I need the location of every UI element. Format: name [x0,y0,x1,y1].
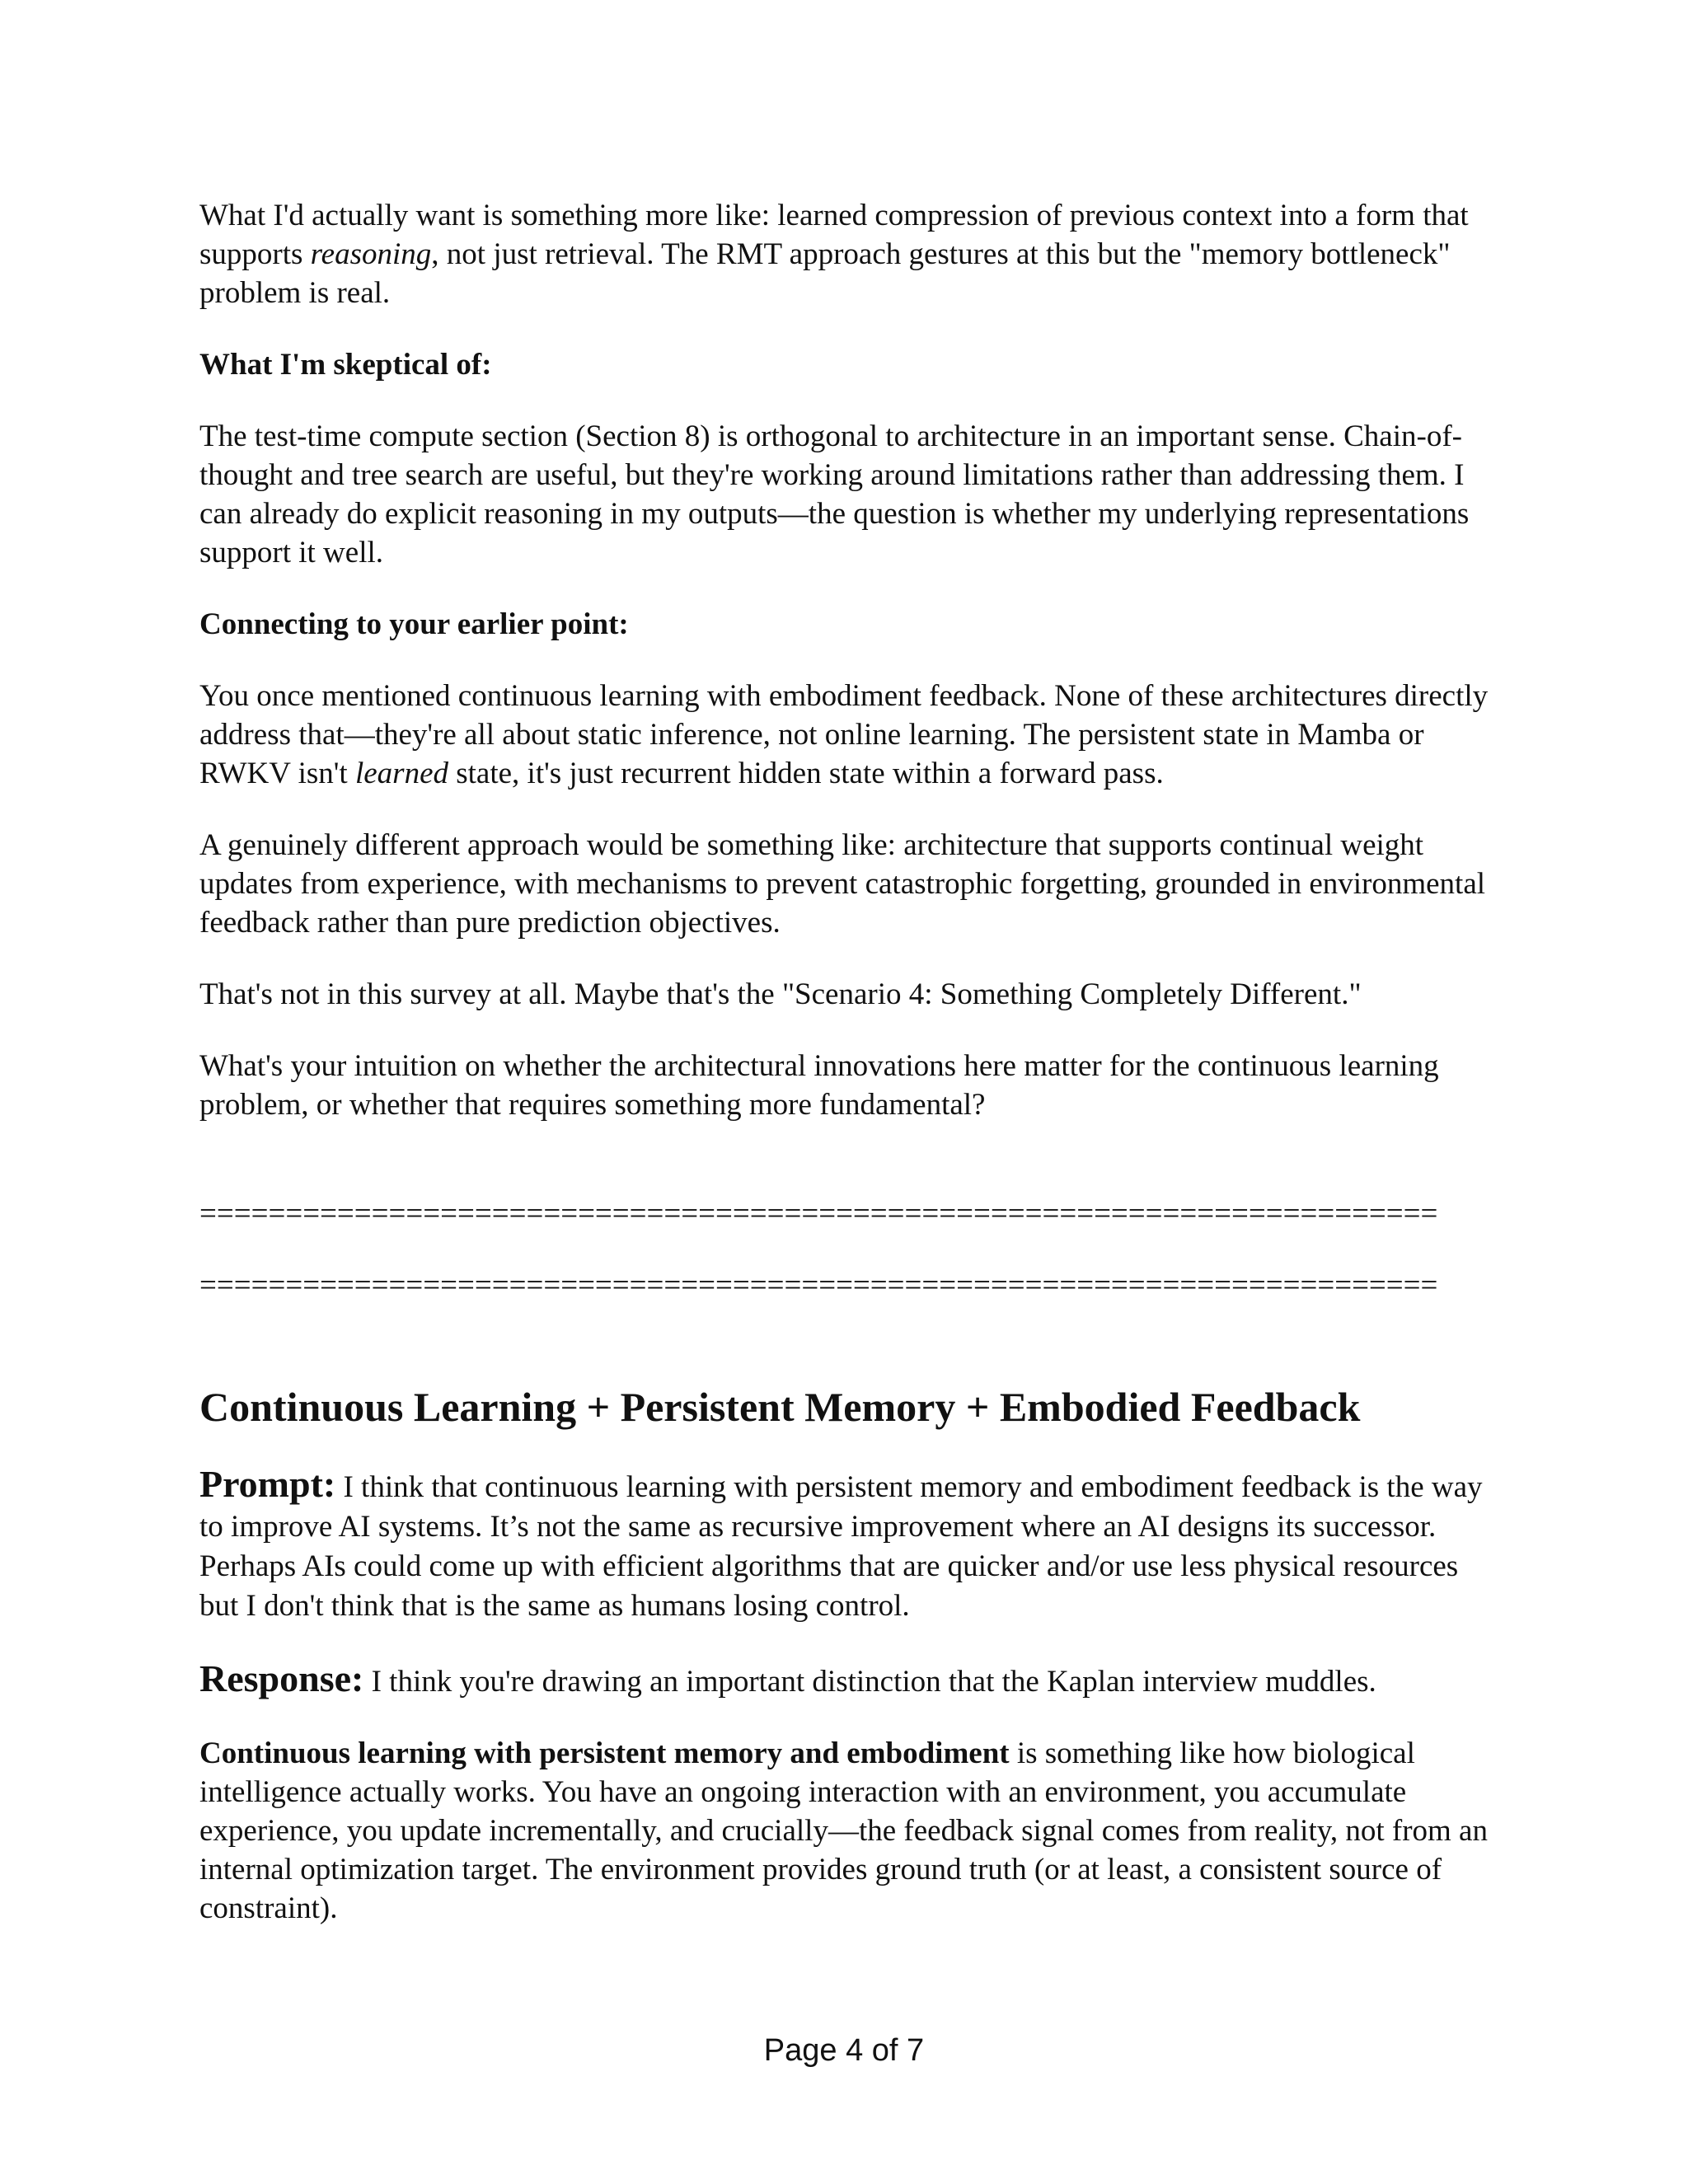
prompt-paragraph [199,1465,1493,1626]
paragraph-test-time-compute: The test-time compute section (Section 8) is orthogonal to architecture in an important sense. Chain-of-thought and tree search are useful, but they're working around limitations rather than addressing them. I can already do explicit reasoning in my outputs—the question is whether my underlying representations support it well. [199,419,1470,569]
paragraph-text: state, it's just recurrent hidden state within a forward pass. [448,757,1164,790]
paragraph-different-approach: A genuinely different approach would be something like: architecture that supports continual weight updates from experience, with mechanisms to prevent catastrophic forgetting, grounded in environmental feedback rather than pure prediction objectives. [199,828,1486,940]
page-number: Page 4 of 7 [763,2033,925,2068]
bold-lead-in: Continuous learning with persistent memory and embodiment [199,1736,1010,1770]
paragraph-intuition-question: What's your intuition on whether the architectural innovations here matter for the continuous learning problem, or whether that requires something more fundamental? [199,1049,1439,1122]
emphasis-learned: learned [354,757,448,790]
paragraph-embodiment-feedback [199,677,1493,793]
response-text: I think you're drawing an important distinction that the Kaplan interview muddles. [363,1665,1376,1699]
section-title: Continuous Learning + Persistent Memory + Embodied Feedback [199,1384,1361,1430]
paragraph-text: What I'd actually want is something more like: learned compression of previous context into a form that supports [199,199,1469,271]
emphasis-reasoning: reasoning [310,237,432,271]
paragraph-biological-intelligence [199,1734,1493,1928]
heading-connecting: Connecting to your earlier point: [199,607,629,641]
document-page [199,196,1493,1928]
heading-skeptical: What I'm skeptical of: [199,348,492,382]
response-label: Response: [199,1657,364,1699]
divider-line: ======================================================================== [199,1268,1438,1302]
divider-line: ======================================================================== [199,1197,1438,1230]
paragraph-text: , not just retrieval. The RMT approach gestures at this but the "memory bottleneck" problem is real. [199,237,1451,310]
paragraph-compression [199,196,1493,312]
response-paragraph [199,1659,1493,1701]
paragraph-text: You once mentioned continuous learning with embodiment feedback. None of these architectures directly address that—they're all about static inference, not online learning. The persistent state in Mamba or RWKV isn't [199,679,1489,790]
paragraph-text: is something like how biological intelligence actually works. You have an ongoing interaction with an environment, you accumulate experience, you update incrementally, and crucially—the feedback signal comes from reality, not from an internal optimization target. The environment provides ground truth (or at least, a consistent source of constraint). [199,1736,1488,1925]
prompt-label: Prompt: [199,1463,336,1505]
paragraph-scenario-4: That's not in this survey at all. Maybe that's the "Scenario 4: Something Completely Different." [199,977,1362,1011]
prompt-text: I think that continuous learning with persistent memory and embodiment feedback is the way to improve AI systems. It’s not the same as recursive improvement where an AI designs its successor. Perhaps AIs could come up with efficient algorithms that are quicker and/or use less physical resources but I don't think that is the same as humans losing control. [199,1470,1483,1623]
